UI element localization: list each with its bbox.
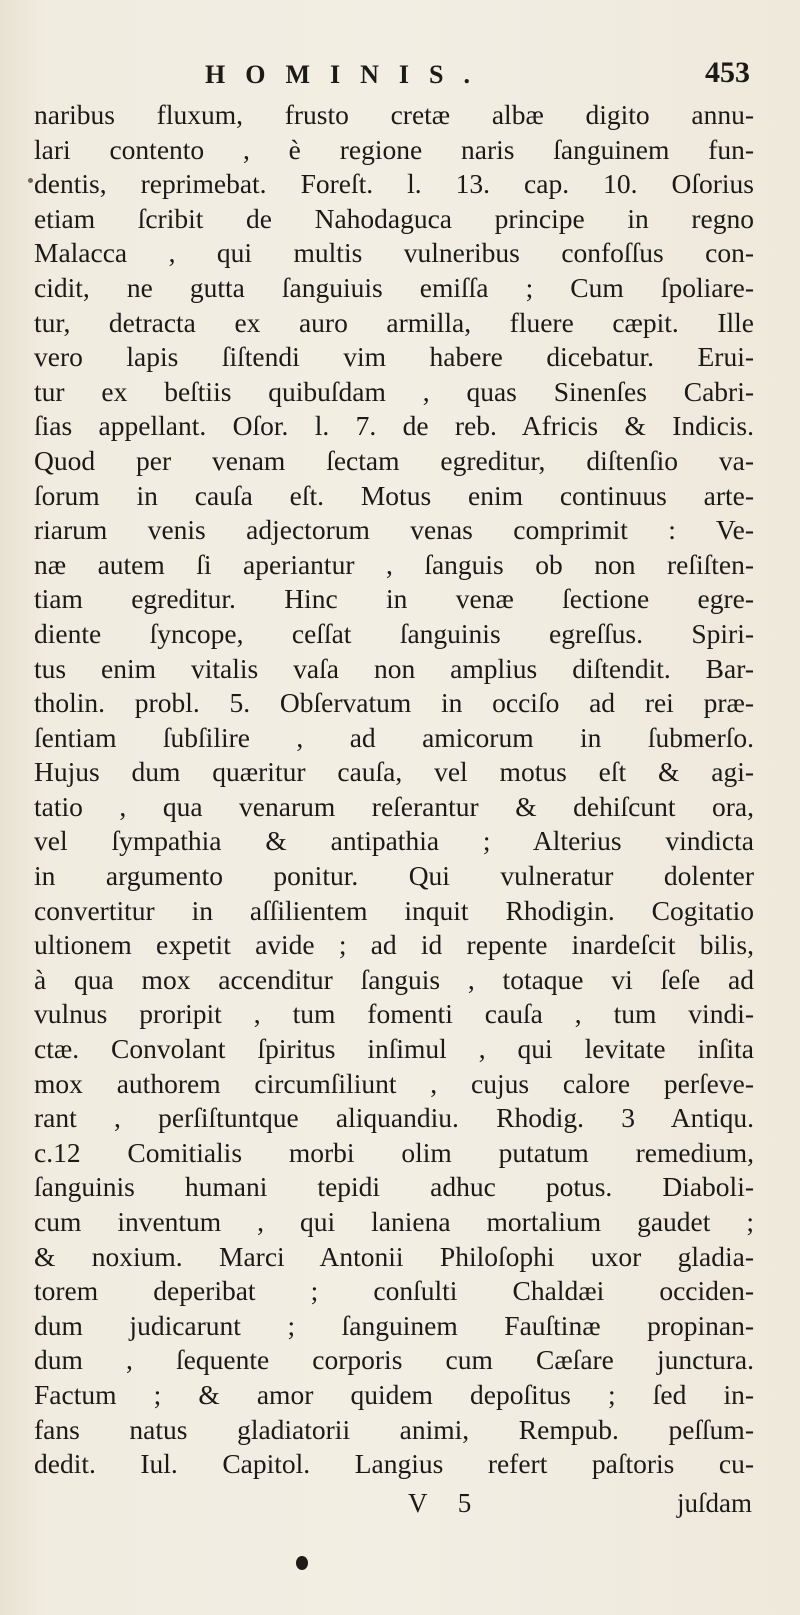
text-line: rant , perſiſtuntque aliquandiu. Rhodig. 3 Antiqu. xyxy=(34,1102,754,1134)
text-line: in argumento ponitur. Qui vulneratur dolenter xyxy=(34,860,754,892)
text-line: riarum venis adjectorum venas comprimit : Ve- xyxy=(34,514,754,546)
text-line: lari contento , è regione naris ſanguinem fun- xyxy=(34,133,754,165)
text-line: naribus fluxum, frusto cretæ albæ digito annu- xyxy=(34,99,754,130)
ink-blot xyxy=(296,1556,308,1570)
text-line: c.12 Comitialis morbi olim putatum remedium, xyxy=(34,1136,754,1168)
text-line: convertitur in aſſilientem inquit Rhodigin. Cogitatio xyxy=(34,894,754,926)
text-line: dedit. Iul. Capitol. Langius refert paſtoris cu- xyxy=(34,1448,754,1480)
text-line: tus enim vitalis vaſa non amplius diſtendit. Bar- xyxy=(34,652,754,684)
text-line: Factum ; & amor quidem depoſitus ; ſed in- xyxy=(34,1378,754,1410)
text-line: tur ex beſtiis quibuſdam , quas Sinenſes Cabri- xyxy=(34,375,754,407)
text-line: etiam ſcribit de Nahodaguca principe in regno xyxy=(34,202,754,234)
text-line: ultionem expetit avide ; ad id repente inardeſcit bilis, xyxy=(34,929,754,961)
text-line: ſias appellant. Oſor. l. 7. de reb. Africis & Indicis. xyxy=(34,410,754,442)
text-line: mox authorem circumſiliunt , cujus calore perſeve- xyxy=(34,1067,754,1099)
text-line: tatio , qua venarum reſerantur & dehiſcunt ora, xyxy=(34,790,754,822)
text-line: vulnus proripit , tum fomenti cauſa , tum vindi- xyxy=(34,998,754,1030)
text-line: Hujus dum quæritur cauſa, vel motus eſt & agi- xyxy=(34,756,754,788)
page-header xyxy=(0,56,800,96)
text-line: tholin. probl. 5. Obſervatum in occiſo ad rei præ- xyxy=(34,687,754,719)
text-line: dum judicarunt ; ſanguinem Fauſtinæ propinan- xyxy=(34,1309,754,1341)
text-line: diente ſyncope, ceſſat ſanguinis egreſſus. Spiri- xyxy=(34,617,754,649)
text-line: tur, detracta ex auro armilla, fluere cæpit. Ille xyxy=(34,306,754,338)
text-line: næ autem ſi aperiantur , ſanguis ob non reſiſten- xyxy=(34,548,754,580)
text-line: dentis, reprimebat. Foreſt. l. 13. cap. 10. Oſorius xyxy=(34,168,754,200)
text-line: dum , ſequente corporis cum Cæſare junctura. xyxy=(34,1344,754,1376)
text-line: & noxium. Marci Antonii Philoſophi uxor gladia- xyxy=(34,1240,754,1272)
margin-mark xyxy=(28,178,33,183)
catchword: juſdam xyxy=(677,1488,752,1518)
page-footer xyxy=(0,1488,800,1528)
text-line: cidit, ne gutta ſanguiuis emiſſa ; Cum ſpoliare- xyxy=(34,271,754,303)
text-line: vel ſympathia & antipathia ; Alterius vindicta xyxy=(34,825,754,857)
page-number: 453 xyxy=(705,56,750,89)
text-line: vero lapis ſiſtendi vim habere dicebatur. Erui- xyxy=(34,341,754,373)
text-line: ſentiam ſubſilire , ad amicorum in ſubmerſo. xyxy=(34,721,754,753)
text-line: Malacca , qui multis vulneribus confoſſus con- xyxy=(34,237,754,269)
signature-mark: V 5 xyxy=(408,1488,484,1518)
text-line: torem deperibat ; conſulti Chaldæi occiden- xyxy=(34,1275,754,1307)
text-line: ſanguinis humani tepidi adhuc potus. Diaboli- xyxy=(34,1171,754,1203)
text-line: ſorum in cauſa eſt. Motus enim continuus arte- xyxy=(34,479,754,511)
text-line: tiam egreditur. Hinc in venæ ſectione egre- xyxy=(34,583,754,615)
text-line: Quod per venam ſectam egreditur, diſtenſio va- xyxy=(34,444,754,476)
text-line: fans natus gladiatorii animi, Rempub. peſſum- xyxy=(34,1413,754,1445)
running-head: HOMINIS. xyxy=(205,60,490,89)
text-line: cum inventum , qui laniena mortalium gaudet ; xyxy=(34,1206,754,1237)
text-line: ctæ. Convolant ſpiritus inſimul , qui levitate inſita xyxy=(34,1033,754,1065)
body-text xyxy=(34,98,754,1482)
text-line: à qua mox accenditur ſanguis , totaque vi ſeſe ad xyxy=(34,963,754,995)
